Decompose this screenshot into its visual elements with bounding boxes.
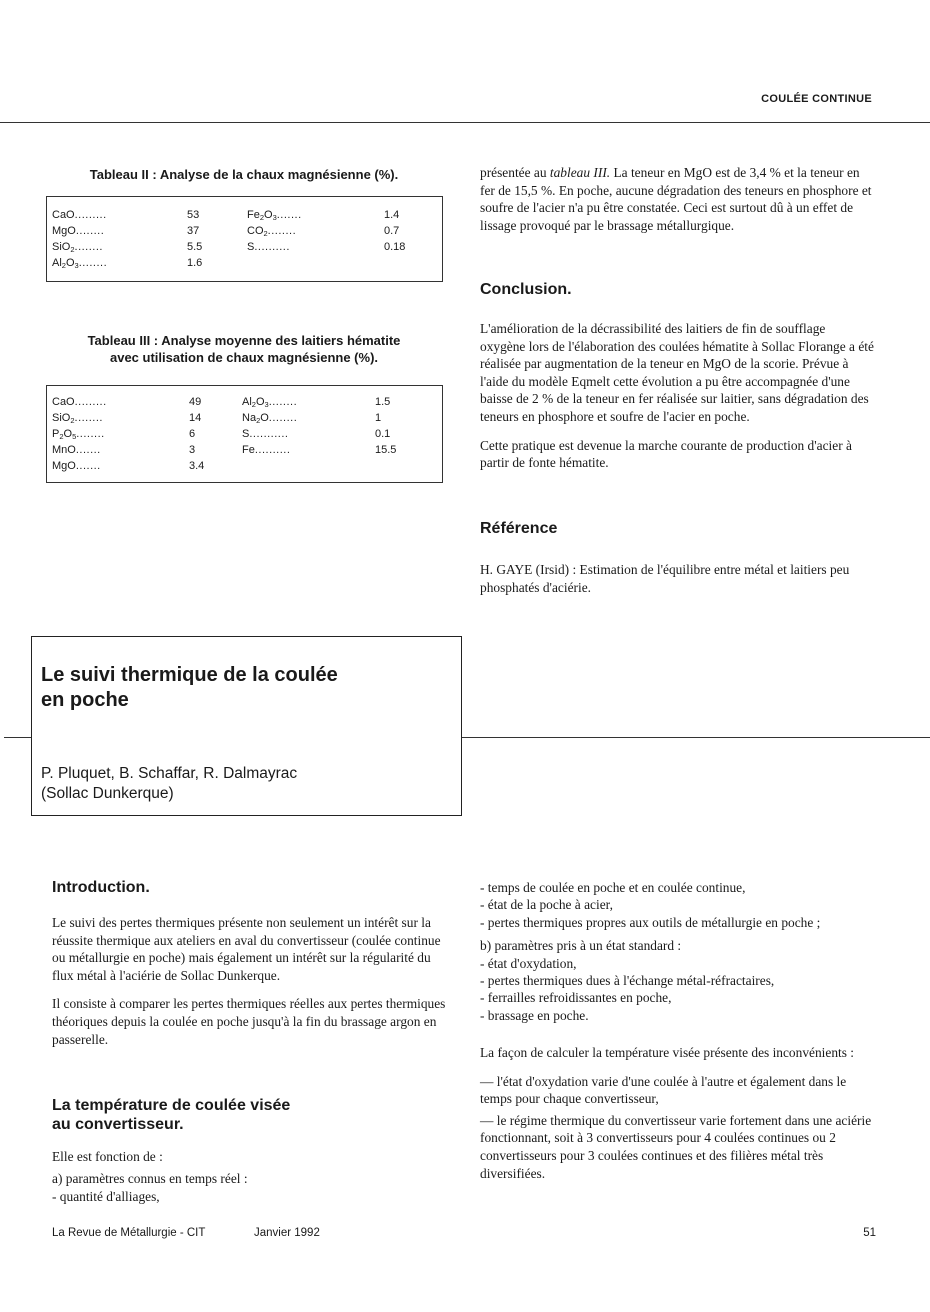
intro-prefix: présentée au <box>480 165 550 180</box>
table2-title: Tableau II : Analyse de la chaux magnésienne (%). <box>89 167 399 182</box>
formula-part: Al <box>52 257 62 269</box>
table3-title <box>46 332 442 366</box>
dash-paragraph-2: — le régime thermique du convertisseur varie fortement dans une aciérie fonctionnant, soit à 3 convertisseurs pour 4 coulées continues ou 2 convertisseurs pour 3 coulées continues et des filières métal très diversifiées. <box>480 1112 872 1181</box>
table3-title-line2: avec utilisation de chaux magnésienne (%). <box>109 350 379 365</box>
list-item: - pertes thermiques propres aux outils de métallurgie en poche ; <box>480 914 821 930</box>
table-cell-value: 6 <box>189 428 196 440</box>
leader-dots: ........ <box>268 396 298 408</box>
leader-dots: ....... <box>75 460 101 472</box>
formula-part: Fe <box>242 444 255 456</box>
intro-paragraph-1: Le suivi des pertes thermiques présente non seulement un intérêt sur la réussite thermique aux ateliers en aval du convertisseur (coulée continue ou métallurgie en poche) mais également un intérêt sur la régularité du flux métal à l'aciérie de Sollac Dunkerque. <box>52 915 441 983</box>
formula-part: S <box>242 428 250 440</box>
table-cell-value: 49 <box>189 396 202 408</box>
leader-dots: ......... <box>74 396 107 408</box>
table-cell-value: 53 <box>187 209 200 221</box>
table-cell-value: 15.5 <box>375 444 397 456</box>
table3-left-col <box>52 396 252 478</box>
table3-title-line1: Tableau III : Analyse moyenne des laitiers hématite <box>87 333 401 348</box>
introduction-text <box>52 914 446 1059</box>
table3-box <box>46 385 443 483</box>
reference-text: H. GAYE (Irsid) : Estimation de l'équilibre entre métal et laitiers peu phosphatés d'aciérie. <box>480 562 850 595</box>
article-affiliation: (Sollac Dunkerque) <box>41 785 174 802</box>
leader-dots: ......... <box>74 209 107 221</box>
right-intro-paragraph <box>480 164 874 234</box>
list-item: - temps de coulée en poche et en coulée continue, <box>480 880 746 895</box>
leader-dots: .......... <box>254 241 290 253</box>
table-cell-value: 0.18 <box>384 241 406 253</box>
formula-part: Fe <box>247 209 260 221</box>
table-cell-label <box>242 444 290 456</box>
table-cell-label <box>247 241 290 253</box>
table-cell-value: 1.4 <box>384 209 400 221</box>
table-cell-label <box>52 412 103 424</box>
list-a-heading: a) paramètres connus en temps réel : <box>52 1171 248 1187</box>
leader-dots: ........ <box>74 412 103 424</box>
title-rule-right <box>462 737 930 738</box>
list-item: - état de la poche à acier, <box>480 897 613 913</box>
table-cell-label <box>242 428 288 440</box>
formula-subscript: 5 <box>72 432 77 441</box>
table-cell-label <box>52 460 101 472</box>
table-cell-value: 14 <box>189 412 202 424</box>
right-lower-text <box>480 1044 876 1193</box>
formula-subscript: 2 <box>59 432 64 441</box>
table-cell-label <box>242 412 297 424</box>
conclusion-heading: Conclusion. <box>480 281 572 298</box>
leader-dots: ........ <box>74 241 103 253</box>
table-cell-label <box>52 209 107 221</box>
table3-right-col <box>242 396 437 478</box>
formula-part: O <box>255 396 265 408</box>
table2-box <box>46 196 443 282</box>
table-cell-label <box>247 209 302 221</box>
table-cell-value: 37 <box>187 225 200 237</box>
formula-part: Na <box>242 412 257 424</box>
article-authors: P. Pluquet, B. Schaffar, R. Dalmayrac <box>41 765 298 782</box>
temp-paragraph: Elle est fonction de : <box>52 1149 163 1164</box>
table-cell-label <box>242 396 297 408</box>
table-cell-label <box>52 444 101 456</box>
conclusion-paragraph-1: L'amélioration de la décrassibilité des laitiers de fin de soufflage oxygène lors de l'élaboration des coulées hématite à Sollac Florange a été réalisée par augmentation de la teneur en MgO de la scorie. Prévue à l'aide du modèle Eqmelt cette évolution a pu être accompagnée d'une baisse de 2 % de la teneur en fer réalisée sur laitier, sans dégradation des teneurs en phosphore et soufre de l'acier en poche. <box>480 321 874 424</box>
conclusion-text <box>480 320 874 483</box>
leader-dots: ........ <box>75 225 105 237</box>
table-cell-label <box>52 257 107 269</box>
table-cell-value: 1 <box>375 412 382 424</box>
formula-part: O <box>63 428 73 440</box>
dash-paragraph-1: — l'état d'oxydation varie d'une coulée à l'autre et également dans le temps pour chaque convertisseur, <box>480 1073 847 1107</box>
leader-dots: .......... <box>254 444 291 456</box>
list-item: - brassage en poche. <box>480 1007 589 1023</box>
formula-subscript: 2 <box>251 400 256 409</box>
formula-subscript: 2 <box>256 416 261 425</box>
table-cell-label <box>52 428 105 440</box>
right-lower-list <box>480 879 880 1024</box>
table-cell-value: 1.6 <box>187 257 203 269</box>
formula-part: CaO <box>52 209 75 221</box>
leader-dots: ........... <box>249 428 289 440</box>
temperature-text <box>52 1148 446 1205</box>
formula-part: MgO <box>52 225 76 237</box>
table-cell-value: 3 <box>189 444 196 456</box>
table-cell-label <box>52 225 104 237</box>
table-cell-value: 5.5 <box>187 241 203 253</box>
title-rule-left <box>4 737 32 738</box>
formula-subscript: 2 <box>61 261 66 270</box>
formula-subscript: 2 <box>70 416 75 425</box>
leader-dots: ........ <box>78 257 108 269</box>
formula-subscript: 3 <box>264 400 269 409</box>
reference-heading: Référence <box>480 520 558 537</box>
footer-date: Janvier 1992 <box>254 1227 320 1239</box>
article-title-line2: en poche <box>41 689 129 711</box>
formula-part: SiO <box>52 412 71 424</box>
list-a-item: - quantité d'alliages, <box>52 1188 160 1204</box>
introduction-heading: Introduction. <box>52 879 150 896</box>
facon-paragraph: La façon de calculer la température visée présente des inconvénients : <box>480 1045 855 1060</box>
formula-subscript: 2 <box>70 245 75 254</box>
article-authors-block <box>41 764 297 804</box>
table-cell-value: 3.4 <box>189 460 205 472</box>
formula-subscript: 3 <box>74 261 79 270</box>
formula-subscript: 3 <box>272 213 277 222</box>
article-title-line1: Le suivi thermique de la coulée <box>41 664 338 686</box>
formula-part: O <box>264 209 273 221</box>
running-header: COULÉE CONTINUE <box>761 93 872 105</box>
article-title <box>41 663 338 713</box>
formula-part: SiO <box>52 241 71 253</box>
list-item: - état d'oxydation, <box>480 955 577 971</box>
intro-rest: La teneur en MgO est de 3,4 % et la teneur en fer de 15,5 %. En poche, aucune dégradation des teneurs en phosphore et soufre de l'acier n'a pu être constatée. Ceci est surtout dû à un effet de lissage provoqué par le brassage métallurgique. <box>480 165 872 233</box>
formula-part: O <box>65 257 75 269</box>
formula-part: S <box>247 241 255 253</box>
formula-part: CaO <box>52 396 75 408</box>
table-cell-label <box>52 241 103 253</box>
article-title-box <box>31 636 462 816</box>
formula-part: MnO <box>52 444 76 456</box>
table-cell-value: 0.1 <box>375 428 391 440</box>
list-b-heading: b) paramètres pris à un état standard : <box>480 938 682 954</box>
table2-right-row <box>247 209 437 273</box>
leader-dots: ....... <box>75 444 101 456</box>
formula-part: P <box>52 428 60 440</box>
leader-dots: ........ <box>268 412 298 424</box>
table-cell-label <box>52 396 107 408</box>
formula-part: O <box>260 412 269 424</box>
temperature-heading-line1: La température de coulée visée <box>52 1097 291 1114</box>
intro-paragraph-2: Il consiste à comparer les pertes thermiques réelles aux pertes thermiques théoriques depuis la coulée en poche jusqu'à la fin du brassage argon en passerelle. <box>52 996 446 1047</box>
table-cell-value: 0.7 <box>384 225 400 237</box>
formula-part: MgO <box>52 460 76 472</box>
formula-subscript: 2 <box>259 213 265 222</box>
header-rule <box>0 122 930 123</box>
formula-subscript: 2 <box>263 229 268 238</box>
temperature-heading <box>52 1096 290 1134</box>
table-cell-label <box>247 225 296 237</box>
list-item: - pertes thermiques dues à l'échange métal-réfractaires, <box>480 973 775 989</box>
leader-dots: ........ <box>267 225 297 237</box>
leader-dots: ........ <box>76 428 105 440</box>
table-cell-value: 1.5 <box>375 396 391 408</box>
conclusion-paragraph-2: Cette pratique est devenue la marche courante de production d'acier à partir de fonte hématite. <box>480 437 852 471</box>
temperature-heading-line2: au convertisseur. <box>52 1116 184 1133</box>
leader-dots: ....... <box>276 209 302 221</box>
footer-page-number: 51 <box>863 1227 876 1239</box>
footer-journal: La Revue de Métallurgie - CIT <box>52 1227 206 1239</box>
formula-part: CO <box>247 225 264 237</box>
list-item: - ferrailles refroidissantes en poche, <box>480 990 672 1006</box>
intro-italic: tableau III. <box>549 165 611 180</box>
formula-part: Al <box>242 396 252 408</box>
